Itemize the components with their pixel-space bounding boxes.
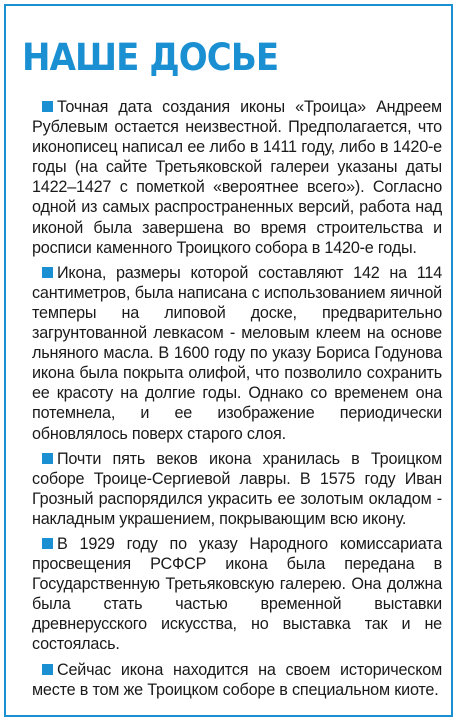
- bullet-square-icon: [42, 664, 53, 675]
- paragraph-text: Икона, размеры которой составляют 142 на 114 сантиметров, была написана с использованием яичной темперы на липовой доске, предварительно загрунтованной левкасом - меловым клеем на основе льняного масла. В 1600 году по указу Бориса Годунова икона была покрыта олифой, что позволило сохранить ее красоту на долгие годы. Однако со временем она потемнела, и ее изображение периодически обновлялось поверх старого слоя.: [32, 263, 442, 443]
- bullet-square-icon: [42, 538, 53, 549]
- dossier-box: [4, 4, 453, 717]
- dossier-content: [32, 97, 442, 700]
- paragraph-4: [32, 534, 442, 655]
- paragraph-2: [32, 263, 442, 444]
- paragraph-1: [32, 97, 442, 258]
- paragraph-text: В 1929 году по указу Народного комиссариата просвещения РСФСР икона была передана в Государственную Третьяковскую галерею. Она должна была стать частью временной выставки древнерусского искусства, но выставка так и не состоялась.: [32, 534, 442, 654]
- paragraph-text: Точная дата создания иконы «Троица» Андреем Рублевым остается неизвестной. Предполагается, что иконописец написал ее либо в 1411 году, либо в 1420-е годы (на сайте Третьяковской галереи указаны даты 1422–1427 с пометкой «вероятнее всего»). Согласно одной из самых распространенных версий, работа над иконой была завершена во время строительства и росписи каменного Троицкого собора в 1420-е годы.: [32, 98, 442, 257]
- paragraph-text: Сейчас икона находится на своем историческом месте в том же Троицком соборе в специальном киоте.: [32, 660, 442, 699]
- bullet-square-icon: [42, 101, 53, 112]
- paragraph-5: [32, 660, 442, 700]
- bullet-square-icon: [42, 453, 53, 464]
- bullet-square-icon: [42, 267, 53, 278]
- paragraph-text: Почти пять веков икона хранилась в Троицком соборе Троице-Сергиевой лавры. В 1575 году Иван Грозный распорядился украсить ее золотым окладом - накладным украшением, покрывающим всю икону.: [32, 449, 442, 528]
- dossier-title: НАШЕ ДОСЬЕ: [22, 36, 279, 79]
- paragraph-3: [32, 449, 442, 529]
